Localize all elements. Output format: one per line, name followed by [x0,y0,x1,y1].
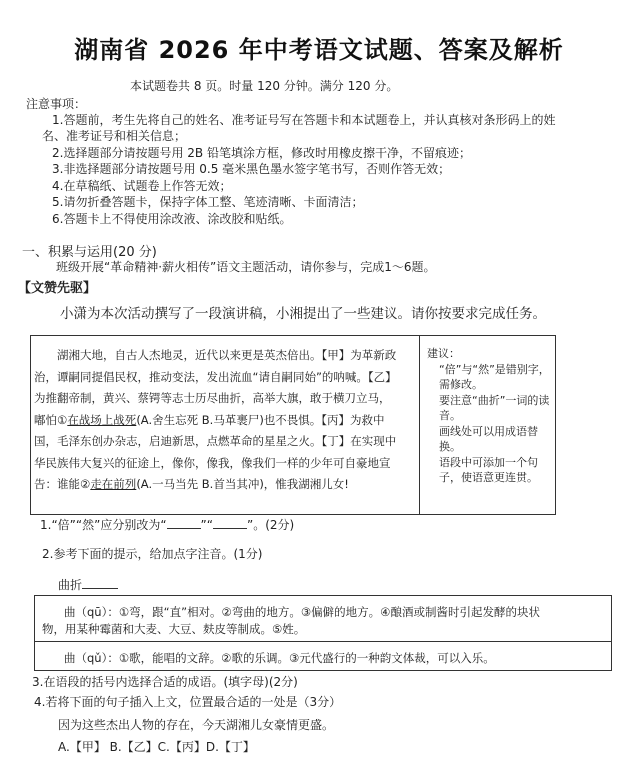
question-4-options[interactable]: A.【甲】 B.【乙】C.【丙】D.【丁】 [58,740,255,754]
notice-item-2: 2.选择题部分请按题号用 2B 铅笔填涂方框，修改时用橡皮擦干净，不留痕迹； [52,146,471,160]
speech-text [34,345,414,496]
speech-line: 为推翻帝制，黄兴、蔡锷等志士历尽曲折，高举大旗，敢于横刀立马， [34,391,391,405]
section-intro: 班级开展“革命精神·薪火相传”语文主题活动，请你参与，完成1～6题。 [56,260,436,274]
question-1-text: ”“ [200,518,213,532]
question-4: 4.若将下面的句子插入上文，位置最合适的一处是（3分） [34,695,342,709]
speech-fragment: (A.舍生忘死 B.马革裹尸)也不畏惧。【丙】为救中 [136,412,385,427]
speech-line: 治，谭嗣同提倡民权，推动变法，发出流血“请自嗣同始”的呐喊。【乙】 [34,369,397,384]
task-instruction: 小潇为本次活动撰写了一段演讲稿，小湘提出了一些建议。请你按要求完成任务。 [60,306,546,322]
notice-item-6: 6.答题卡上不得使用涂改液、涂改胶和贴纸。 [52,212,292,226]
suggestion-item: 要注意“曲折”一词的读音。 [439,393,550,422]
answer-blank-1[interactable] [167,517,201,529]
underlined-phrase-2: 走在前列 [90,477,137,491]
notice-item-4: 4.在草稿纸、试题卷上作答无效； [52,179,232,193]
definition-qu3: 曲（qǔ）：①歌，能唱的文辞。②歌的乐调。③元代盛行的一种韵文体裁，可以入乐。 [64,651,495,665]
speech-fragment: 告：谁能 [34,477,80,491]
underlined-phrase-1: 在战场上战死 [67,412,137,427]
definition-divider [34,641,612,642]
speech-line: 嘟怕①在战场上战死(A.舍生忘死 B.马革裹尸)也不畏惧。【丙】为救中 [34,412,385,427]
subsection-heading: 【文赞先驱】 [18,281,97,296]
notice-item-3: 3.非选择题部分请按题号用 0.5 毫米黑色墨水签字笔书写，否则作答无效； [52,162,451,176]
question-2-term: 曲折 [58,578,83,592]
suggestion-panel [427,346,553,486]
answer-blank-3[interactable] [82,577,118,589]
section-heading: 一、积累与运用(20 分) [22,245,157,260]
speech-fragment: (A.一马当先 B.首当其冲)，惟我湖湘儿女! [136,477,349,491]
question-2-word [58,577,118,594]
definition-qu1-cont: 物，用某种霉菌和大麦、大豆、麸皮等制成。⑤姓。 [42,622,306,636]
speech-line: 国，毛泽东创办杂志，启迪新思，点燃革命的星星之火。【丁】在实现中 [34,434,397,448]
question-1-text: ”。(2分) [246,518,295,532]
question-4-sentence: 因为这些杰出人物的存在，今天湖湘儿女豪情更盛。 [58,718,335,732]
question-3: 3.在语段的括号内选择合适的成语。(填字母)(2分) [32,675,298,689]
speech-fragment: 嘟怕 [34,412,57,427]
definition-qu1 [42,604,607,620]
suggestion-item: “倍”与“然”是错别字，需修改。 [439,362,550,391]
exam-title: 湖南省 2026 年中考语文试题、答案及解析 [74,36,564,64]
speech-line: 告：谁能②走在前列(A.一马当先 B.首当其冲)，惟我湖湘儿女! [34,477,349,491]
notice-item-5: 5.请勿折叠答题卡，保持字体工整、笔迹清晰、卡面清洁； [52,195,364,209]
definition-qu1-line: 曲（qū）：①弯，跟“直”相对。②弯曲的地方。③偏僻的地方。④酿酒或制酱时引起发酵的块状 [64,605,540,619]
suggestion-item: 画线处可以用成语替换。 [439,424,538,453]
exam-info: 本试题卷共 8 页。时量 120 分钟。满分 120 分。 [130,79,399,93]
question-1-text: 1.“倍”“然”应分别改为“ [40,518,167,532]
notice-item-1: 1.答题前，考生先将自己的姓名、准考证号写在答题卡和本试题卷上，并认真核对条形码上的姓 [52,113,556,127]
suggestion-heading: 建议： [427,347,460,360]
question-1 [40,517,294,534]
suggestion-item: 语段中可添加一个句子，使语意更连贯。 [439,455,538,484]
speech-box-divider [419,335,420,515]
speech-line: 华民族伟大复兴的征途上，像你，像我，像我们一样的少年可自豪地宣 [34,455,391,470]
question-2: 2.参考下面的提示，给加点字注音。(1分) [42,547,263,561]
notice-item-1-cont: 名、准考证号和相关信息； [42,129,187,143]
speech-line: 湖湘大地，自古人杰地灵，近代以来更是英杰倍出。【甲】为革新政 [57,348,397,362]
notice-heading: 注意事项： [26,97,87,111]
answer-blank-2[interactable] [213,517,247,529]
